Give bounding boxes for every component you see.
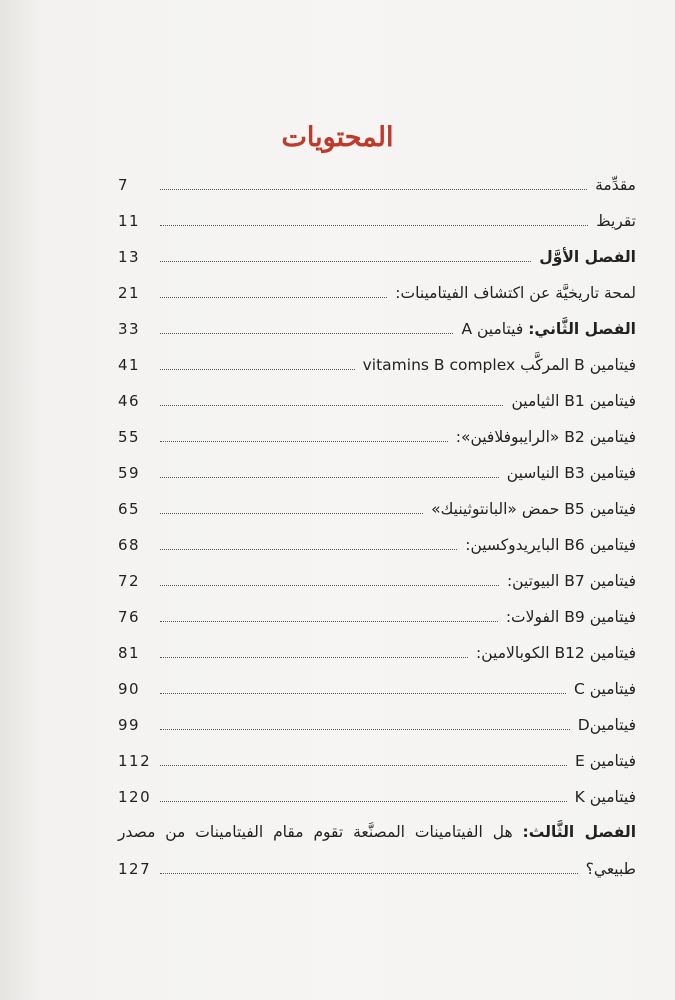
toc-entry-page: 33 — [118, 320, 141, 338]
dot-leader — [160, 729, 570, 730]
chapter-prefix: الفصل الثَّاني: — [528, 320, 636, 338]
toc-entry-label: مقدِّمة — [595, 176, 636, 194]
dot-leader — [160, 225, 588, 226]
dot-leader — [160, 873, 578, 874]
chapter-subject: فيتامين A — [461, 320, 524, 338]
dot-leader — [160, 369, 355, 370]
toc-entry-label: فيتامين B12 الكوبالامين: — [476, 644, 636, 662]
dot-leader — [160, 261, 531, 262]
toc-entry-chapter-3-line1 — [118, 821, 636, 843]
toc-entry-page: 59 — [118, 464, 141, 482]
toc-entry-vitamin-b12 — [118, 636, 636, 666]
toc-entry-label: فيتامين B المركَّب vitamins B complex — [362, 356, 636, 374]
toc-entry-label: فيتامين B9 الفولات: — [505, 608, 636, 626]
toc-entry-introduction — [118, 168, 636, 198]
dot-leader — [160, 801, 567, 802]
toc-entry-chapter-1 — [118, 240, 636, 270]
toc-entry-label: تقريظ — [596, 212, 636, 230]
toc-entry-page: 41 — [118, 356, 141, 374]
dot-leader — [160, 657, 468, 658]
toc-entry-label: فيتامين B5 حمض «البانتوثينيك» — [431, 500, 636, 518]
toc-entry-page: 55 — [118, 428, 141, 446]
toc-entry-page: 21 — [118, 284, 141, 302]
toc-entry-vitamin-b-complex — [118, 348, 636, 378]
toc-entry-page: 90 — [118, 680, 141, 698]
toc-entry-vitamin-e — [118, 744, 636, 774]
toc-entry-chapter-3-line2 — [118, 852, 636, 882]
toc-entry-label: فيتامين K — [574, 788, 636, 806]
toc-entry-page: 81 — [118, 644, 141, 662]
toc-entry-page: 13 — [118, 248, 141, 266]
toc-entry-label — [461, 318, 636, 342]
toc-entry-label: فيتامين B7 البيوتين: — [506, 572, 636, 590]
toc-entry-vitamin-b9 — [118, 600, 636, 630]
toc-entry-label: فيتامين B1 الثيامين — [511, 392, 636, 410]
toc-entry-vitamin-d — [118, 708, 636, 738]
toc-entry-label: لمحة تاريخيَّة عن اكتشاف الفيتامينات: — [395, 284, 636, 302]
toc-entry-foreword — [118, 204, 636, 234]
toc-entry-vitamin-b3 — [118, 456, 636, 486]
toc-entry-page: 72 — [118, 572, 141, 590]
toc-entry-page: 65 — [118, 500, 141, 518]
toc-entry-label: فيتامينD — [577, 716, 636, 734]
toc-entry-vitamin-b7 — [118, 564, 636, 594]
dot-leader — [160, 189, 587, 190]
dot-leader — [160, 765, 567, 766]
dot-leader — [160, 621, 498, 622]
toc-entry-label: الفصل الأوَّل — [539, 248, 636, 266]
toc-entry-vitamin-k — [118, 780, 636, 810]
toc-entry-page: 11 — [118, 212, 141, 230]
dot-leader — [160, 513, 423, 514]
toc-entry-vitamin-b2 — [118, 420, 636, 450]
toc-entry-label: فيتامين C — [573, 680, 636, 698]
chapter-subject: هل الفيتامينات المصنَّعة تقوم مقام الفيتامينات من مصدر — [118, 823, 513, 841]
toc-entry-chapter-2 — [118, 312, 636, 342]
dot-leader — [160, 549, 457, 550]
toc-entry-vitamin-c — [118, 672, 636, 702]
toc-entry-page: 127 — [118, 860, 152, 878]
dot-leader — [160, 333, 453, 334]
toc-entry-vitamin-b5 — [118, 492, 636, 522]
toc-entry-page: 46 — [118, 392, 141, 410]
dot-leader — [160, 405, 503, 406]
toc-entry-page: 99 — [118, 716, 141, 734]
toc-entry-history — [118, 276, 636, 306]
toc-entry-label: طبيعي؟ — [585, 860, 636, 878]
dot-leader — [160, 693, 566, 694]
dot-leader — [160, 297, 387, 298]
dot-leader — [160, 477, 499, 478]
dot-leader — [160, 441, 448, 442]
toc-entry-page: 7 — [118, 176, 130, 194]
toc-entry-label: فيتامين E — [575, 752, 636, 770]
toc-entry-vitamin-b1 — [118, 384, 636, 414]
chapter-prefix: الفصل الثَّالث: — [522, 823, 637, 841]
toc-entry-label: فيتامين B6 البايريدوكسين: — [465, 536, 636, 554]
toc-entry-page: 76 — [118, 608, 141, 626]
toc-entry-label: فيتامين B2 «الرايبوفلافين»: — [455, 428, 636, 446]
dot-leader — [160, 585, 499, 586]
toc-entry-label: فيتامين B3 النياسين — [506, 464, 636, 482]
toc-entry-page: 120 — [118, 788, 152, 806]
toc-entry-vitamin-b6 — [118, 528, 636, 558]
toc-entry-page: 112 — [118, 752, 152, 770]
toc-entry-page: 68 — [118, 536, 141, 554]
page-title: المحتويات — [281, 122, 394, 153]
